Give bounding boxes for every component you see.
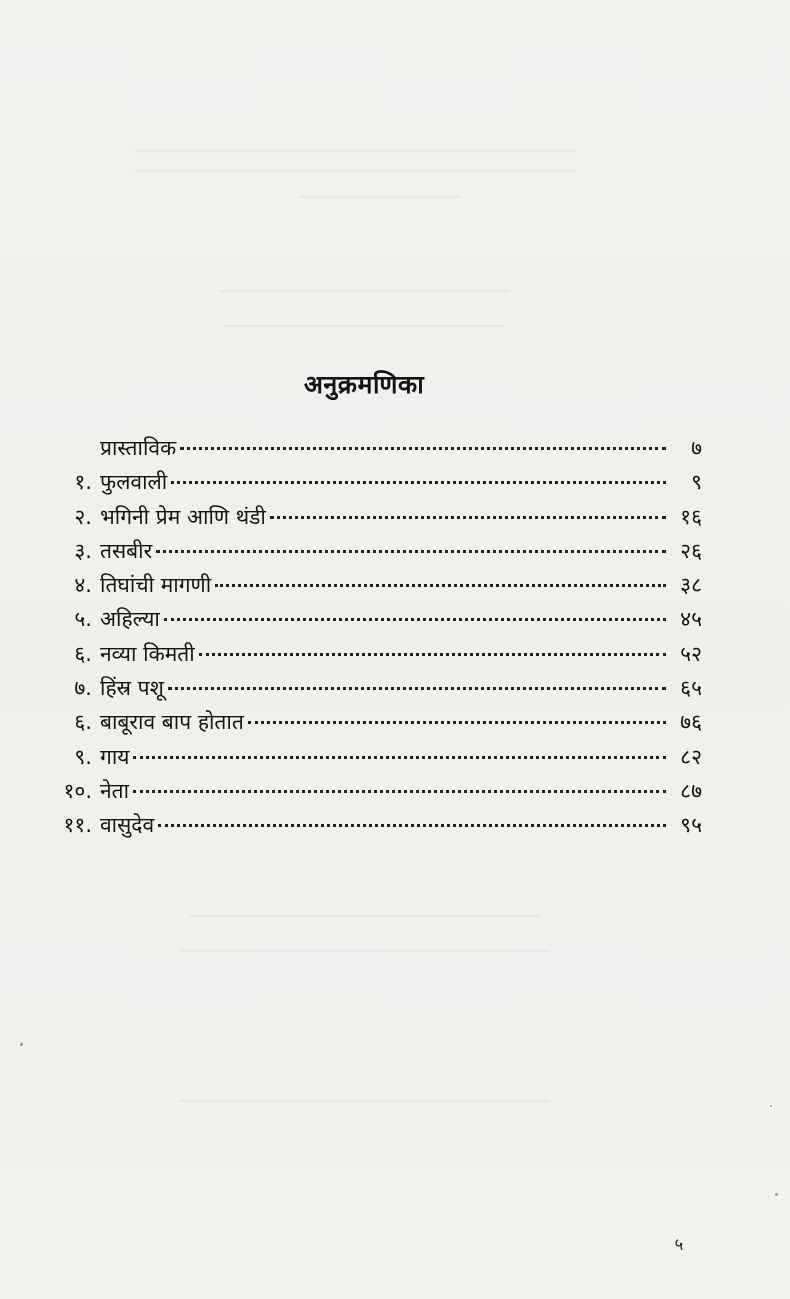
- show-through-line: [225, 325, 505, 335]
- toc-entry: [40, 740, 702, 774]
- toc-entry-page: ४५: [680, 607, 702, 632]
- toc-entry-page: ६५: [680, 676, 702, 701]
- toc-leader-dots: [215, 584, 666, 587]
- toc-leader-dots: [133, 790, 666, 793]
- toc-leader-dots: [248, 721, 666, 724]
- toc-leader-dots: [199, 653, 666, 656]
- toc-entry: [40, 671, 702, 705]
- toc-entry: [40, 774, 702, 808]
- toc-entry-page: ८२: [680, 744, 702, 769]
- toc-entry-number: ७.: [74, 676, 92, 701]
- toc-entry: [40, 808, 702, 842]
- toc-entry-title: गाय: [100, 744, 130, 769]
- paper-speck: [775, 1193, 778, 1196]
- toc-entry-page: ९: [691, 470, 702, 495]
- toc-entry-page: ५२: [680, 641, 702, 666]
- toc-entry-title: वासुदेव: [100, 813, 155, 838]
- toc-entry: [40, 500, 702, 534]
- toc-entry: [40, 637, 702, 671]
- toc-leader-dots: [158, 824, 666, 827]
- show-through-line: [190, 915, 540, 925]
- toc-entry-page: ७: [691, 436, 702, 460]
- toc-entry-number: ५.: [74, 607, 92, 632]
- toc-entry-number: १०.: [63, 778, 92, 803]
- table-of-contents: [40, 431, 702, 843]
- toc-entry-number: ६.: [74, 710, 92, 735]
- toc-entry-page: ९५: [680, 813, 702, 838]
- page-title: अनुक्रमणिका: [303, 370, 425, 399]
- toc-leader-dots: [133, 756, 666, 759]
- show-through-line: [180, 950, 550, 960]
- toc-entry-title: बाबूराव बाप होतात: [100, 710, 244, 735]
- page-footer: [555, 1232, 683, 1255]
- toc-entry-number: २.: [74, 504, 92, 529]
- toc-entry-title: नव्या किमती: [100, 641, 195, 666]
- toc-entry-page: ८७: [680, 778, 702, 803]
- toc-entry: [40, 568, 702, 602]
- toc-leader-dots: [156, 550, 666, 553]
- toc-entry-title: प्रास्ताविक: [100, 436, 177, 460]
- running-footer-show-through: [555, 1235, 609, 1255]
- toc-entry-page: २६: [680, 538, 702, 563]
- toc-entry-title: अहिल्या: [100, 607, 160, 632]
- toc-entry: [40, 534, 702, 568]
- toc-leader-dots: [164, 618, 666, 621]
- toc-leader-dots: [168, 687, 666, 690]
- show-through-line: [300, 196, 460, 206]
- page-number: ५: [674, 1235, 684, 1255]
- toc-entry-title: हिंस्र पशू: [100, 676, 164, 701]
- toc-leader-dots: [171, 481, 666, 484]
- toc-entry: [40, 705, 702, 739]
- toc-entry: [40, 465, 702, 499]
- toc-entry-title: भगिनी प्रेम आणि थंडी: [100, 504, 266, 529]
- toc-entry: [40, 431, 702, 465]
- toc-entry-title: नेता: [100, 778, 130, 803]
- toc-entry-number: ३.: [74, 538, 92, 563]
- toc-entry-number: ६.: [74, 641, 92, 666]
- toc-entry-title: तिघांची मागणी: [100, 573, 212, 598]
- toc-entry-page: ७६: [680, 710, 702, 735]
- show-through-line: [180, 1100, 550, 1110]
- show-through-line: [220, 290, 510, 300]
- toc-entry-page: १६: [680, 504, 702, 529]
- toc-entry-title: फुलवाली: [100, 470, 168, 495]
- toc-entry-number: १.: [74, 470, 92, 495]
- toc-entry-number: ४.: [74, 573, 92, 598]
- toc-entry-page: ३८: [680, 573, 702, 598]
- toc-entry-title: तसबीर: [100, 538, 153, 563]
- paper-speck: [770, 1105, 772, 1107]
- toc-entry-number: ९.: [74, 744, 92, 769]
- paper-speck: [20, 1043, 23, 1046]
- toc-entry: [40, 602, 702, 636]
- show-through-line: [135, 150, 575, 172]
- toc-leader-dots: [270, 516, 666, 519]
- toc-entry-number: ११.: [63, 813, 92, 838]
- toc-leader-dots: [180, 447, 666, 450]
